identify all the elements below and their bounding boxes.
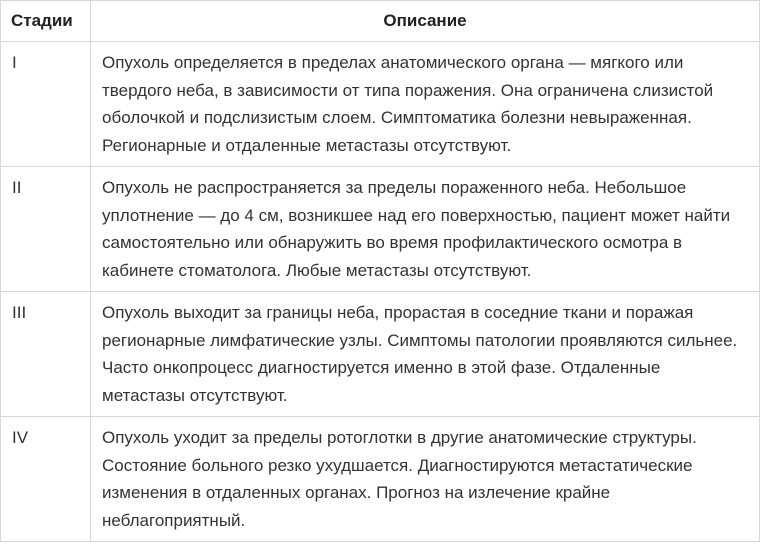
stage-cell: I	[1, 42, 91, 167]
table-row	[1, 292, 760, 417]
table-row	[1, 417, 760, 542]
header-row	[1, 1, 760, 42]
description-cell: Опухоль уходит за пределы ротоглотки в другие анатомические структуры. Состояние больного резко ухудшается. Диагностируются метастатические изменения в отдаленных органах. Прогноз на излечение крайне неблагоприятный.	[91, 417, 760, 542]
stage-cell: III	[1, 292, 91, 417]
description-cell: Опухоль не распространяется за пределы пораженного неба. Небольшое уплотнение — до 4 см, возникшее над его поверхностью, пациент может найти самостоятельно или обнаружить во время профилактического осмотра в кабинете стоматолога. Любые метастазы отсутствуют.	[91, 167, 760, 292]
header-description: Описание	[91, 1, 760, 42]
stage-cell: II	[1, 167, 91, 292]
stage-cell: IV	[1, 417, 91, 542]
table-row	[1, 42, 760, 167]
header-stage: Стадии	[1, 1, 91, 42]
table-header	[1, 1, 760, 42]
description-cell: Опухоль определяется в пределах анатомического органа — мягкого или твердого неба, в зависимости от типа поражения. Она ограничена слизистой оболочкой и подслизистым слоем. Симптоматика болезни невыраженная. Регионарные и отдаленные метастазы отсутствуют.	[91, 42, 760, 167]
table-row	[1, 167, 760, 292]
description-cell: Опухоль выходит за границы неба, прорастая в соседние ткани и поражая регионарные лимфатические узлы. Симптомы патологии проявляются сильнее. Часто онкопроцесс диагностируется именно в этой фазе. Отдаленные метастазы отсутствуют.	[91, 292, 760, 417]
table-body	[1, 42, 760, 542]
